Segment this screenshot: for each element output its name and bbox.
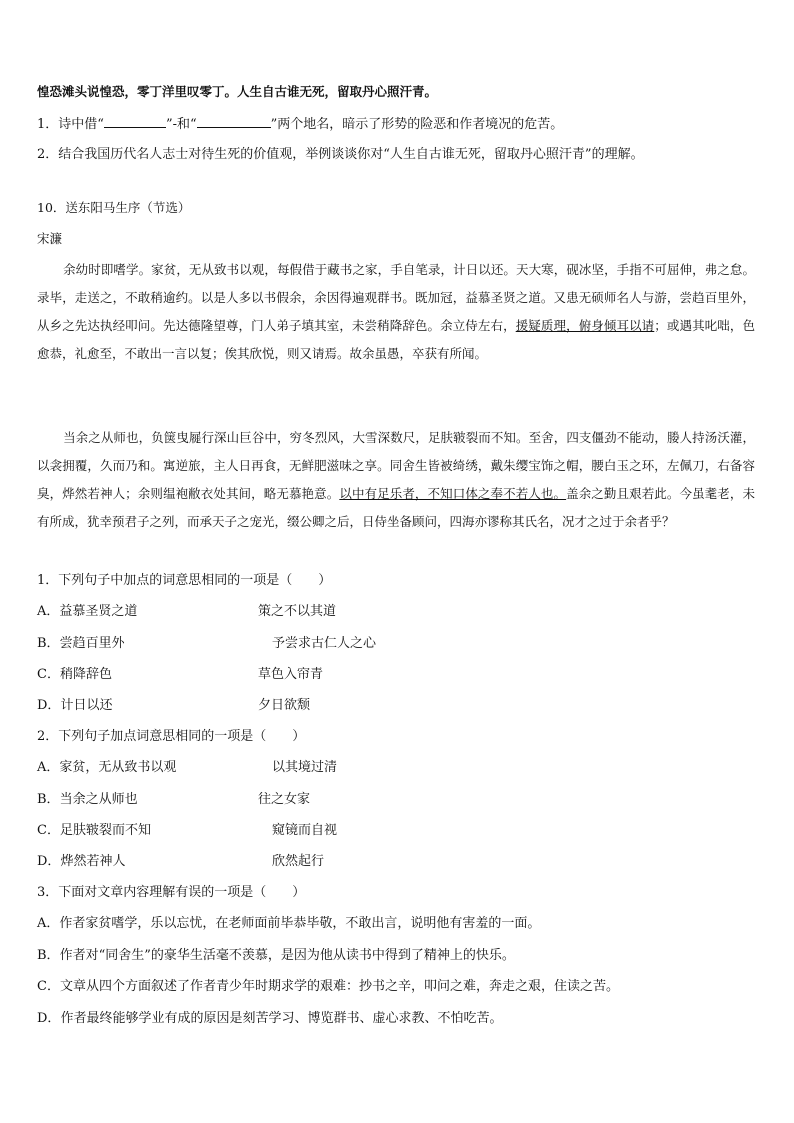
option-label: A． — [37, 604, 60, 619]
option-label: B． — [37, 948, 60, 963]
paragraph-1-text-b: ；或遇其叱咄，色愈恭，礼愈至，不敢出一言以复；俟其欣悦，则又请焉。故余虽愚，卒获有所闻。 — [37, 318, 755, 361]
option-text: 作者对“同舍生”的豪华生活毫不羡慕，是因为他从读书中得到了精神上的快乐。 — [59, 948, 515, 963]
question-3-option-c — [37, 977, 619, 997]
option-text-left: 稍降辞色 — [59, 667, 112, 682]
question-1-option-d — [37, 696, 112, 716]
option-label: D． — [37, 1011, 61, 1026]
question-2-option-c — [37, 821, 151, 841]
paragraph-1-text-a: 余幼时即嗜学。家贫，无从致书以观，每假借于藏书之家，手自笔录，计日以还。天大寒，砚冰坚，手指不可屈伸，弗之怠。录毕，走送之，不敢稍逾约。以是人多以书假余，余因得遍观群书。既加冠，益慕圣贤之道。又患无硕师名人与游，尝趋百里外，从乡之先达执经叩问。先达德隆望尊，门人弟子填其室，未尝稍降辞色。余立侍左右， — [37, 262, 755, 333]
question-3-stem: 3．下面对文章内容理解有误的一项是（ ） — [37, 885, 306, 900]
question-2-option-a — [37, 758, 176, 778]
question-3-option-d — [37, 1009, 502, 1029]
option-text-left: 益慕圣贤之道 — [59, 604, 138, 619]
question-2-option-d — [37, 852, 125, 872]
passage-author: 宋濂 — [37, 231, 63, 246]
question-2-option-a-right: 以其境过清 — [272, 760, 338, 775]
passage-paragraph-2 — [37, 424, 755, 536]
poem-question-2 — [37, 145, 644, 165]
question-1-stem: 1．下列句子中加点的词意思相同的一项是（ ） — [37, 573, 332, 588]
question-number: 1． — [37, 117, 59, 132]
option-text-left: 尝趋百里外 — [59, 636, 125, 651]
option-text: 文章从四个方面叙述了作者青少年时期求学的艰难：抄书之辛，叩问之难，奔走之艰，住读之苦。 — [59, 979, 619, 994]
option-label: D． — [37, 854, 61, 869]
question-3-option-a — [37, 914, 540, 934]
option-label: C． — [37, 667, 60, 682]
question-number: 2． — [37, 147, 59, 162]
option-text-left: 烨然若神人 — [60, 854, 126, 869]
option-text-left: 当余之从师也 — [59, 792, 138, 807]
underlined-sentence-1: 援疑质理，俯身倾耳以请 — [515, 318, 655, 333]
answer-blank-1[interactable] — [104, 114, 166, 128]
question-2-option-b-right: 往之女家 — [258, 792, 311, 807]
question-3-option-b — [37, 946, 515, 966]
question-1-option-c-right: 草色入帘青 — [258, 667, 324, 682]
question-1-option-b — [37, 634, 125, 654]
option-text: 作者最终能够学业有成的原因是刻苦学习、博览群书、虚心求教、不怕吃苦。 — [60, 1011, 503, 1026]
option-label: A． — [37, 916, 60, 931]
question-1-option-a-right: 策之不以其道 — [258, 604, 337, 619]
question-1-option-b-right: 予尝求古仁人之心 — [272, 636, 377, 651]
question-1-option-a — [37, 602, 137, 622]
option-text-left: 家贫，无从致书以观 — [59, 760, 177, 775]
option-label: D． — [37, 698, 61, 713]
question-2-option-d-right: 欣然起行 — [272, 854, 325, 869]
question-2-option-b — [37, 790, 138, 810]
option-text: 作者家贫嗜学，乐以忘忧，在老师面前毕恭毕敬，不敢出言，说明他有害羞的一面。 — [59, 916, 541, 931]
option-label: C． — [37, 823, 60, 838]
poem-last-lines: 惶恐滩头说惶恐，零丁洋里叹零丁。人生自古谁无死，留取丹心照汗青。 — [37, 84, 438, 99]
passage-paragraph-1 — [37, 256, 755, 368]
paragraph-2-text-a: 当余之从师也，负箧曳屣行深山巨谷中，穷冬烈风，大雪深数尺，足肤皲裂而不知。至舍，四支僵劲不能动，媵人持汤沃灌，以衾拥覆，久而乃和。寓逆旅，主人日再食，无鲜肥滋味之享。同舍生皆被绮绣，戴朱缨宝饰之帽，腰白玉之环，左佩刀，右备容臭，烨然若神人；余则缊袍敝衣处其间，略无慕艳意。 — [37, 430, 755, 501]
poem-question-1 — [37, 114, 563, 135]
question-2-option-c-right: 窥镜而自视 — [272, 823, 338, 838]
question-1-option-c — [37, 665, 112, 685]
question-2-stem: 2．下列句子加点词意思相同的一项是（ ） — [37, 729, 306, 744]
paragraph-2-text-b: 盖余之勤且艰若此。今虽耄老，未有所成，犹幸预君子之列，而承天子之宠光，缀公卿之后，日侍坐备顾问，四海亦谬称其氏名，况才之过于余者乎？ — [37, 486, 755, 529]
underlined-sentence-2: 以中有足乐者，不知口体之奉不若人也。 — [339, 486, 567, 501]
question-text: 结合我国历代名人志士对待生死的价值观，举例谈谈你对“人生自古谁无死，留取丹心照汗青”的理解。 — [58, 147, 644, 162]
option-text-left: 计日以还 — [60, 698, 113, 713]
option-label: A． — [37, 760, 60, 775]
option-label: B． — [37, 792, 60, 807]
option-text-left: 足肤皲裂而不知 — [59, 823, 151, 838]
option-label: C． — [37, 979, 60, 994]
question-1-option-d-right: 夕日欲颓 — [258, 698, 311, 713]
answer-blank-2[interactable] — [197, 114, 271, 128]
question-text-post: ”两个地名，暗示了形势的险恶和作者境况的危苦。 — [270, 117, 564, 132]
passage-heading: 10．送东阳马生序（节选） — [37, 200, 191, 215]
question-text-mid: ”-和“ — [165, 117, 197, 132]
option-label: B． — [37, 636, 60, 651]
question-text-pre: 诗中借“ — [58, 117, 104, 132]
